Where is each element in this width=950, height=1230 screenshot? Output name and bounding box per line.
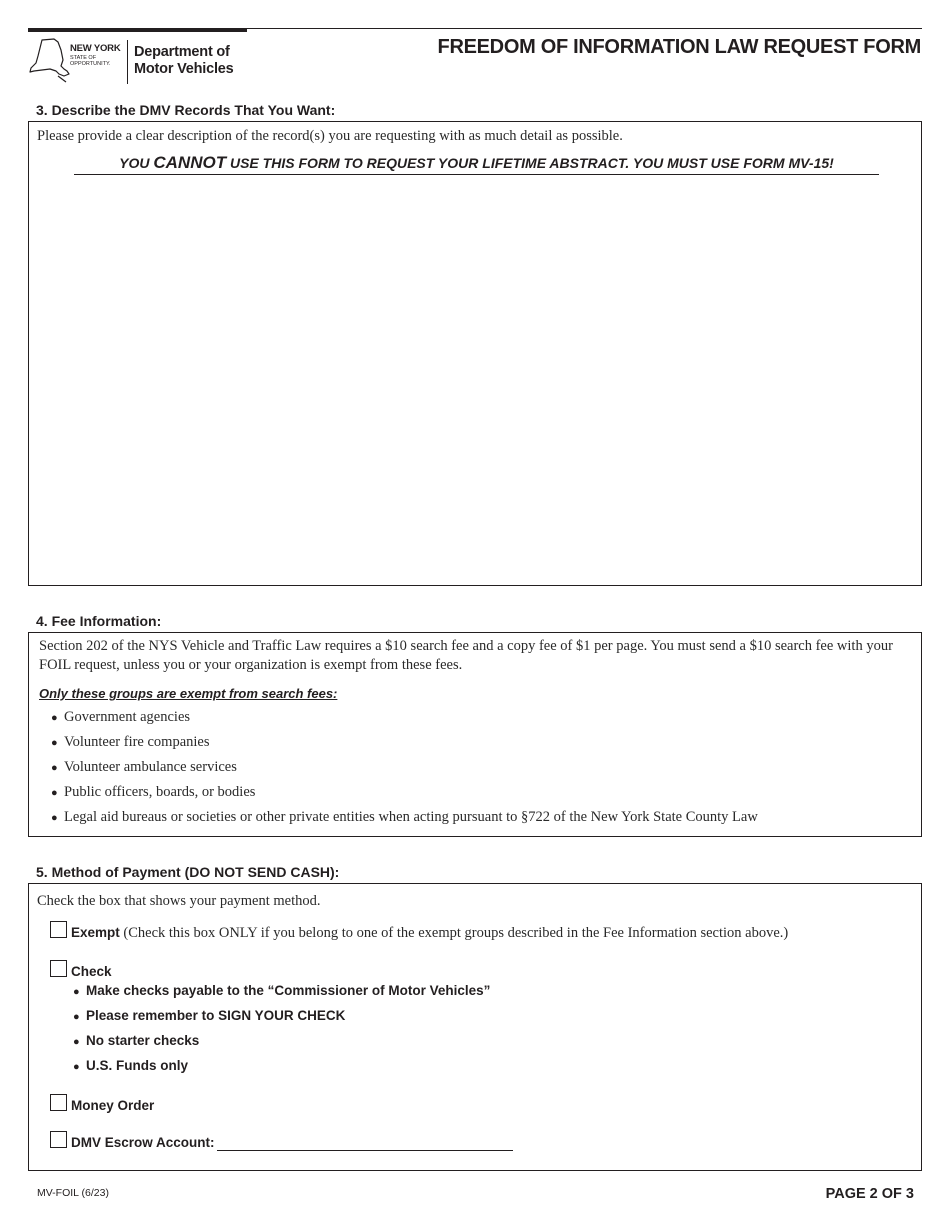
exempt-group-label: Government agencies bbox=[64, 709, 191, 725]
bullet-icon: ● bbox=[73, 1061, 80, 1073]
fee-information-text: Section 202 of the NYS Vehicle and Traffic Law requires a $10 search fee and a copy fee of $1 per page. You must send a $10 search fee with your FOIL request, unless you or your organization is exempt from these fees. bbox=[39, 638, 893, 673]
nys-dmv-logo bbox=[28, 38, 250, 88]
list-item bbox=[51, 783, 758, 808]
check-checkbox[interactable] bbox=[50, 960, 67, 977]
list-item bbox=[73, 983, 490, 1008]
logo-tagline bbox=[70, 55, 110, 67]
bullet-icon: ● bbox=[73, 1011, 80, 1023]
bullet-icon: ● bbox=[73, 986, 80, 998]
money-order-label: Money Order bbox=[71, 1098, 155, 1113]
logo-divider bbox=[127, 40, 128, 84]
payment-method-box bbox=[28, 883, 922, 1171]
exempt-groups-heading: Only these groups are exempt from search fees: bbox=[39, 686, 338, 701]
check-requirement-label: No starter checks bbox=[86, 1033, 200, 1048]
exempt-groups-list bbox=[51, 708, 758, 833]
check-requirement-label: U.S. Funds only bbox=[86, 1058, 189, 1073]
check-option bbox=[50, 960, 112, 982]
logo-department-line-1: Department of bbox=[134, 44, 230, 60]
exempt-group-label: Volunteer ambulance services bbox=[64, 759, 237, 775]
bullet-icon: ● bbox=[51, 812, 58, 824]
escrow-option bbox=[50, 1131, 513, 1153]
header-rule-thin bbox=[247, 28, 922, 29]
list-item bbox=[51, 758, 758, 783]
exempt-option bbox=[50, 921, 788, 943]
list-item bbox=[73, 1033, 490, 1058]
bullet-icon: ● bbox=[73, 1036, 80, 1048]
list-item bbox=[73, 1058, 490, 1083]
section-3-heading: 3. Describe the DMV Records That You Want: bbox=[36, 102, 336, 118]
list-item bbox=[51, 708, 758, 733]
header-rule-thick bbox=[28, 28, 247, 32]
bullet-icon: ● bbox=[51, 787, 58, 799]
list-item bbox=[51, 733, 758, 758]
list-item bbox=[73, 1008, 490, 1033]
bullet-icon: ● bbox=[51, 737, 58, 749]
escrow-account-input[interactable] bbox=[217, 1150, 513, 1151]
check-label: Check bbox=[71, 964, 112, 979]
exempt-checkbox[interactable] bbox=[50, 921, 67, 938]
exempt-group-label: Public officers, boards, or bodies bbox=[64, 784, 256, 800]
money-order-checkbox[interactable] bbox=[50, 1094, 67, 1111]
new-york-state-outline-icon bbox=[28, 38, 70, 84]
escrow-label: DMV Escrow Account: bbox=[71, 1135, 215, 1150]
exempt-group-label: Volunteer fire companies bbox=[64, 734, 210, 750]
warning-emphasis: CANNOT bbox=[153, 153, 227, 172]
logo-tagline-line-2: OPPORTUNITY. bbox=[70, 61, 111, 67]
warning-text-end: USE THIS FORM TO REQUEST YOUR LIFETIME ABSTRACT. YOU MUST USE FORM MV-15! bbox=[226, 155, 834, 171]
page-number: PAGE 2 OF 3 bbox=[825, 1186, 914, 1202]
logo-tagline-line-1: STATE OF bbox=[70, 55, 97, 61]
exempt-label: Exempt bbox=[71, 925, 120, 940]
bullet-icon: ● bbox=[51, 712, 58, 724]
list-item bbox=[51, 808, 758, 833]
logo-department bbox=[134, 44, 234, 78]
bullet-icon: ● bbox=[51, 762, 58, 774]
section-5-heading: 5. Method of Payment (DO NOT SEND CASH): bbox=[36, 864, 340, 880]
check-requirement-label: Please remember to SIGN YOUR CHECK bbox=[86, 1008, 346, 1023]
records-description-instructions: Please provide a clear description of the record(s) you are requesting with as much detail as possible. bbox=[37, 128, 623, 144]
exempt-group-label: Legal aid bureaus or societies or other private entities when acting pursuant to §722 of the New York State County Law bbox=[64, 809, 758, 825]
fee-information-box bbox=[28, 632, 922, 837]
section-4-heading: 4. Fee Information: bbox=[36, 613, 162, 629]
form-title: FREEDOM OF INFORMATION LAW REQUEST FORM bbox=[437, 36, 921, 58]
logo-state-name: NEW YORK bbox=[70, 43, 121, 54]
warning-text-start: YOU bbox=[119, 155, 154, 171]
lifetime-abstract-warning bbox=[74, 153, 879, 175]
form-code: MV-FOIL (6/23) bbox=[37, 1187, 109, 1199]
logo-department-line-2: Motor Vehicles bbox=[134, 61, 234, 77]
records-description-box[interactable] bbox=[28, 121, 922, 586]
money-order-option bbox=[50, 1094, 154, 1116]
payment-method-instructions: Check the box that shows your payment method. bbox=[37, 893, 321, 909]
check-requirement-label: Make checks payable to the “Commissioner of Motor Vehicles” bbox=[86, 983, 491, 998]
escrow-checkbox[interactable] bbox=[50, 1131, 67, 1148]
exempt-description: (Check this box ONLY if you belong to one of the exempt groups described in the Fee Information section above.) bbox=[119, 925, 789, 941]
check-requirements-list bbox=[73, 983, 490, 1083]
